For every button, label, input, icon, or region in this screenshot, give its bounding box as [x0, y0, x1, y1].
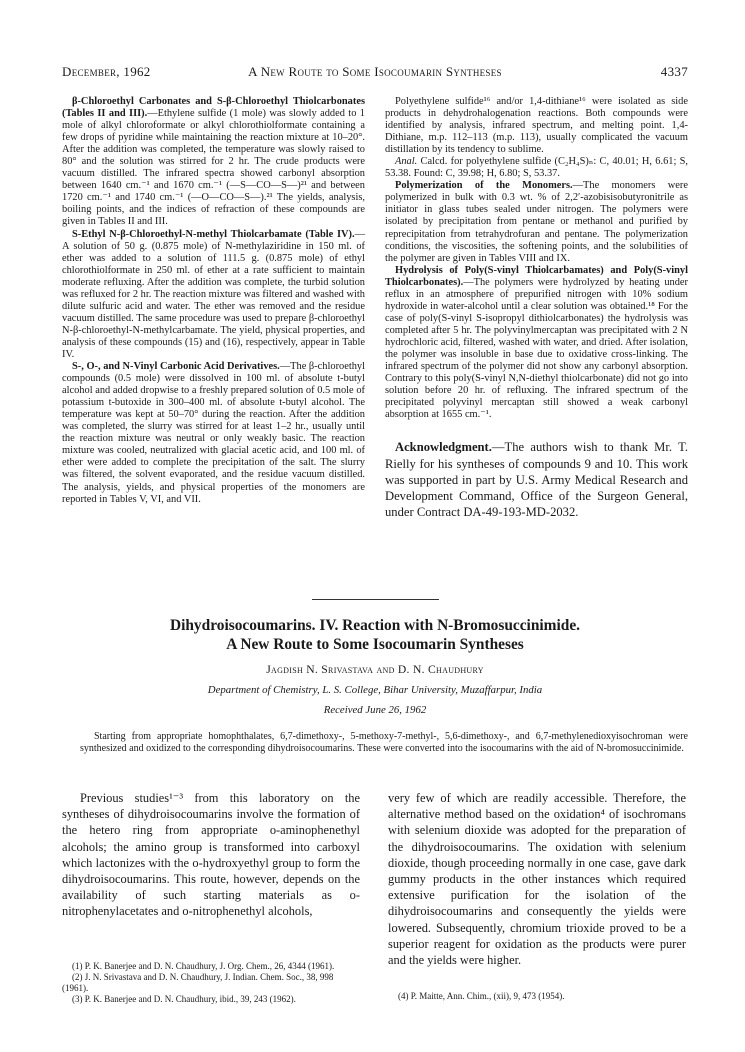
running-header: [62, 64, 688, 80]
title-line-2: A New Route to Some Isocoumarin Syntheses: [226, 636, 524, 653]
acknowledgment-text: —The authors wish to thank Mr. T. Rielly for his syntheses of compounds 9 and 10. This work was supported in part by U.S. Army Medical Research and Development Command, Office of the Surgeon General, under Contract DA-49-193-MD-2032.: [385, 440, 688, 520]
right-column: [385, 96, 688, 521]
paragraph-vinyl-derivatives: [62, 361, 365, 506]
abstract: [80, 731, 688, 754]
section-heading: Hydrolysis of Poly(S-vinyl Thiolcarbamates) and Poly(S-vinyl Thiolcarbonates).: [385, 264, 688, 288]
section-heading: β-Chloroethyl Carbonates and S-β-Chloroethyl Thiolcarbonates (Tables II and III).: [62, 96, 365, 120]
footnote: (2) J. N. Srivastava and D. N. Chaudhury, J. Indian. Chem. Soc., 38, 998 (1961).: [62, 972, 334, 993]
body-right-column: [388, 790, 686, 968]
paragraph-text: —The β-chloroethyl compounds (0.5 mole) were dissolved in 100 ml. of absolute t-butyl alcohol and added dropwise to a freshly prepared solution of 0.5 mole of potassium t-butoxide in 300–400 ml. of absolute t-butyl alcohol. The temperature was kept at 50–70° during the reaction. After the addition was completed, the slurry was stirred for at least 1–2 hr., usually until the reaction mixture was neutral or only weakly basic. The reaction mixture was cooled, neutralized with glacial acetic acid, and 100 ml. of ether were added to complete the precipitation of the salt. The slurry was filtered, the solvent evaporated, and the residue vacuum distilled. The analysis, yields, and physical properties of the monomers are reported in Tables V, VI, and VII.: [62, 361, 366, 505]
section-heading: S-Ethyl N-β-Chloroethyl-N-methyl Thiolcarbamate (Table IV).: [72, 228, 355, 240]
page-number: 4337: [660, 64, 688, 79]
header-title: A New Route to Some Isocoumarin Syntheses: [248, 64, 502, 79]
section-divider: [312, 599, 439, 600]
body-left-column: [62, 790, 360, 920]
paragraph-side-products: Polyethylene sulfide¹⁶ and/or 1,4-dithiane¹⁶ were isolated as side products in dehydrohalogenation reactions. Both compounds were identified by analysis, infrared spectrum, and melting point. 1,4-Dithiane, m.p. 112–113 (m.p. 113), usually complicated the vacuum distillation by its tendency to sublime.: [385, 96, 688, 156]
footnote: (1) P. K. Banerjee and D. N. Chaudhury, J. Org. Chem., 26, 4344 (1961).: [72, 961, 335, 971]
paragraph-text: —The polymers were hydrolyzed by heating under reflux in an atmosphere of prepurified nitrogen with 10% sodium hydroxide in water-alcohol until a clear solution was obtained.¹⁸ For the case of poly(S-vinyl S-isopropyl dithiolcarbonates) the hydrolysis was completed after 5 hr. The polyvinylmercaptan was precipitated with 2 N hydrochloric acid, filtered, washed with water, and dried. After isolation, the polymer was insoluble in base due to oxidative cross-linking. The infrared spectrum of the polymer did not show any carbonyl absorption. Contrary to this poly(S-vinyl N,N-diethyl thiolcarbonate) did not go into solution before 20 hr. of refluxing. The infrared spectrum of the precipitated polyvinyl mercaptan still showed a weak carbonyl absorption at 1655 cm.⁻¹.: [385, 276, 688, 421]
paragraph-text: —Ethylene sulfide (1 mole) was slowly added to 1 mole of alkyl chloroformate or alkyl chlorothiolformate containing a few drops of pyridine while maintaining the reaction mixture at 10–20°. After the addition was completed, the temperature was slowly raised to 80° and the solution was stirred for 2 hr. The crude products were vacuum distilled. The infrared spectra showed carbonyl absorption between 1640 cm.⁻¹ and 1670 cm.⁻¹ (—S—CO—S—)²¹ and between 1720 cm.⁻¹ and 1740 cm.⁻¹ (—O—CO—S—).²¹ The yields, analysis, boiling points, and the indices of refraction of these compounds are given in Tables II and III.: [62, 108, 366, 228]
paragraph-carbonates: [62, 96, 365, 229]
received-date: Received June 26, 1962: [323, 704, 427, 716]
header-date: December, 1962: [62, 64, 151, 79]
authors: Jagdish N. Srivastava and D. N. Chaudhury: [266, 663, 484, 676]
footnote: (3) P. K. Banerjee and D. N. Chaudhury, ibid., 39, 243 (1962).: [72, 994, 296, 1004]
body-paragraph: very few of which are readily accessible. Therefore, the alternative method based on the oxidation⁴ of isochromans with selenium dioxide was adopted for the preparation of the dihydroisocoumarins. The oxidation with selenium dioxide, though proceeding normally in one case, gave dark gummy products in the other instances which required extensive purification for the isolation of the dihydroisocoumarins and consequently the yields were lowered. Subsequently, chromium trioxide proved to be a superior reagent for oxidation as the products were purer and the yields were higher.: [388, 791, 686, 968]
acknowledgment: [385, 439, 688, 520]
body-paragraph: Previous studies¹⁻³ from this laboratory on the syntheses of dihydroisocoumarins involve the formation of the hetero ring from appropriate o-aminophenethyl alcohols; the amino group is transformed into carboxyl which lactonizes with the o-hydroxyethyl group to form the dihydroisocoumarins. This route, however, depends on the availability of such starting materials as o-nitrophenylacetates and o-nitrophenethyl alcohols,: [62, 791, 360, 919]
paragraph-text: Calcd. for polyethylene sulfide (C₂H₄S)ₙ: C, 40.01; H, 6.61; S, 53.38. Found: C, 39.98; H, 6.80; S, 53.37.: [385, 156, 688, 180]
footnotes-right: [388, 991, 686, 1002]
paragraph-text: —The monomers were polymerized in bulk with 0.3 wt. % of 2,2′-azobisisobutyronitrile as initiator in glass tubes sealed under nitrogen. The polymers were isolated by precipitation from pentane or methanol and purified by reprecipitation from tetrahydrofuran and pentane. The polymerization conditions, the viscosities, the softening points, and the solubilities of the polymer are given in Tables VIII and IX.: [385, 180, 688, 264]
paragraph-hydrolysis: [385, 265, 688, 422]
section-heading: S-, O-, and N-Vinyl Carbonic Acid Derivatives.: [72, 361, 280, 373]
acknowledgment-heading: Acknowledgment.: [395, 440, 492, 455]
abstract-text: Starting from appropriate homophthalates, 6,7-dimethoxy-, 5-methoxy-7-methyl-, 5,6-dimethoxy-, and 6,7-methylenedioxyisochroman were synthesized and oxidized to the corresponding dihydroisocoumarins. These were converted into the isocoumarins with the aid of N-bromosuccinimide.: [80, 731, 688, 754]
title-line-1: Dihydroisocoumarins. IV. Reaction with N-Bromosuccinimide.: [169, 617, 580, 634]
paragraph-text: —A solution of 50 g. (0.875 mole) of N-methylaziridine in 150 ml. of ether was added to a solution of 111.5 g. (0.875 mole) of ethyl chlorothiolformate in 250 ml. of ether at a rate sufficient to maintain moderate refluxing. After the addition was complete, the turbid solution was refluxed for 2 hr. The reaction mixture was filtered and washed with dilute sulfuric acid and water. The ether was removed and the residue vacuum distilled. The same procedure was used to prepare β-chloroethyl N-β-chloroethyl-N-methylcarbamate. The yield, physical properties, and analysis of these compounds (15) and (16), respectively, appear in Table IV.: [62, 228, 365, 360]
paragraph-analysis: [385, 156, 688, 180]
paragraph-polymerization: [385, 180, 688, 264]
analysis-label: Anal.: [395, 156, 418, 168]
left-column: [62, 96, 365, 506]
department: Department of Chemistry, L. S. College, Bihar University, Muzaffarpur, India: [207, 684, 543, 696]
paragraph-thiolcarbamate: [62, 229, 365, 362]
article-title: [62, 616, 688, 654]
section-heading: Polymerization of the Monomers.: [395, 180, 573, 192]
footnote: (4) P. Maitte, Ann. Chim., (xii), 9, 473 (1954).: [398, 991, 565, 1001]
footnotes-left: [62, 961, 360, 1005]
